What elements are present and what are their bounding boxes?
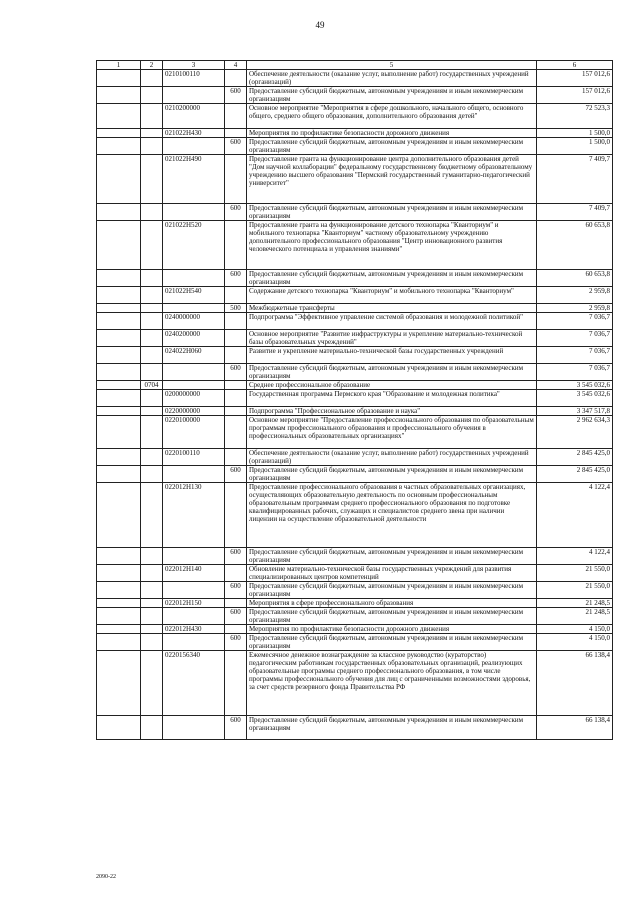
- target-article-code-cell: [163, 716, 225, 740]
- section-code-cell: [141, 449, 163, 466]
- col-1-cell: [97, 483, 141, 548]
- col-1-cell: [97, 70, 141, 87]
- expense-type-code-cell: [225, 483, 247, 548]
- amount-cell: 4 150,0: [537, 634, 613, 651]
- target-article-code-cell: 0210200000: [163, 104, 225, 129]
- expense-type-code-cell: [225, 129, 247, 138]
- table-row: [97, 716, 613, 740]
- description-cell: Основное мероприятие "Предоставление профессионального образования по образовательным программам профессионального образования и профессионального обучения в профессиональных образовательных организациях": [247, 416, 537, 449]
- expense-type-code-cell: [225, 313, 247, 330]
- description-cell: Среднее профессиональное образование: [247, 381, 537, 390]
- target-article-code-cell: [163, 138, 225, 155]
- expense-type-code-cell: 600: [225, 270, 247, 287]
- col-1-cell: [97, 582, 141, 599]
- table-row: [97, 565, 613, 582]
- description-cell: Предоставление субсидий бюджетным, автономным учреждениям и иным некоммерческим организациям: [247, 548, 537, 565]
- table-row: [97, 634, 613, 651]
- table-row: [97, 313, 613, 330]
- description-cell: Государственная программа Пермского края "Образование и молодежная политика": [247, 390, 537, 407]
- section-code-cell: [141, 625, 163, 634]
- table-row: [97, 416, 613, 449]
- description-cell: Предоставление субсидий бюджетным, автономным учреждениям и иным некоммерческим организациям: [247, 138, 537, 155]
- expense-type-code-cell: [225, 651, 247, 716]
- expense-type-code-cell: [225, 625, 247, 634]
- description-cell: Предоставление субсидий бюджетным, автономным учреждениям и иным некоммерческим организациям: [247, 204, 537, 221]
- expense-type-code-cell: 600: [225, 204, 247, 221]
- section-code-cell: [141, 416, 163, 449]
- amount-cell: 1 500,0: [537, 138, 613, 155]
- table-row: [97, 155, 613, 204]
- column-header: 3: [163, 61, 225, 70]
- expense-type-code-cell: 600: [225, 634, 247, 651]
- target-article-code-cell: 022012Н140: [163, 565, 225, 582]
- target-article-code-cell: [163, 270, 225, 287]
- amount-cell: 7 036,7: [537, 330, 613, 347]
- target-article-code-cell: 022012Н150: [163, 599, 225, 608]
- section-code-cell: [141, 548, 163, 565]
- description-cell: Предоставление гранта на функционирование детского технопарка "Кванториум" и мобильного технопарка "Кванториум" частному образовательному учреждению дополнительного профессионального образования "Центр инновационного развития человеческого потенциала и управления знаниями": [247, 221, 537, 270]
- target-article-code-cell: 022012Н130: [163, 483, 225, 548]
- amount-cell: 7 409,7: [537, 204, 613, 221]
- target-article-code-cell: [163, 87, 225, 104]
- amount-cell: 4 122,4: [537, 483, 613, 548]
- description-cell: Предоставление субсидий бюджетным, автономным учреждениям и иным некоммерческим организациям: [247, 270, 537, 287]
- column-header: 4: [225, 61, 247, 70]
- column-header: 1: [97, 61, 141, 70]
- section-code-cell: [141, 221, 163, 270]
- expense-type-code-cell: [225, 416, 247, 449]
- description-cell: Ежемесячное денежное вознаграждение за классное руководство (кураторство) педагогическим работникам государственных образовательных организаций, реализующих образовательные программы среднего профессионального образования, в том числе программы профессионального обучения для лиц с ограниченными возможностями здоровья, за счет средств резервного фонда Правительства РФ: [247, 651, 537, 716]
- col-1-cell: [97, 287, 141, 304]
- col-1-cell: [97, 155, 141, 204]
- table-row: [97, 287, 613, 304]
- section-code-cell: [141, 347, 163, 364]
- section-code-cell: [141, 70, 163, 87]
- section-code-cell: [141, 582, 163, 599]
- table-row: [97, 129, 613, 138]
- section-code-cell: [141, 716, 163, 740]
- section-code-cell: [141, 599, 163, 608]
- target-article-code-cell: 0220000000: [163, 407, 225, 416]
- target-article-code-cell: 0240200000: [163, 330, 225, 347]
- description-cell: Межбюджетные трансферты: [247, 304, 537, 313]
- section-code-cell: [141, 304, 163, 313]
- col-1-cell: [97, 548, 141, 565]
- expense-type-code-cell: 600: [225, 548, 247, 565]
- amount-cell: 21 550,0: [537, 582, 613, 599]
- col-1-cell: [97, 625, 141, 634]
- description-cell: Содержание детского технопарка "Кванториум" и мобильного технопарка "Кванториум": [247, 287, 537, 304]
- section-code-cell: [141, 608, 163, 625]
- amount-cell: 7 036,7: [537, 347, 613, 364]
- budget-table: [96, 60, 613, 740]
- col-1-cell: [97, 138, 141, 155]
- description-cell: Предоставление профессионального образования в частных образовательных организациях, осуществляющих образовательную деятельность по основным профессиональным образовательным программам среднего профессионального образования по подготовке квалифицированных рабочих, служащих и специалистов среднего звена при наличии лицензии на осуществление образовательной деятельности: [247, 483, 537, 548]
- amount-cell: 3 545 032,6: [537, 390, 613, 407]
- expense-type-code-cell: [225, 104, 247, 129]
- description-cell: Предоставление субсидий бюджетным, автономным учреждениям и иным некоммерческим организациям: [247, 634, 537, 651]
- col-1-cell: [97, 390, 141, 407]
- target-article-code-cell: 021022Н430: [163, 129, 225, 138]
- section-code-cell: [141, 634, 163, 651]
- column-header: 2: [141, 61, 163, 70]
- expense-type-code-cell: [225, 407, 247, 416]
- expense-type-code-cell: 500: [225, 304, 247, 313]
- section-code-cell: [141, 287, 163, 304]
- table-row: [97, 449, 613, 466]
- expense-type-code-cell: [225, 287, 247, 304]
- description-cell: Мероприятия по профилактике безопасности дорожного движения: [247, 129, 537, 138]
- section-code-cell: [141, 483, 163, 548]
- amount-cell: 2 959,8: [537, 304, 613, 313]
- section-code-cell: [141, 565, 163, 582]
- amount-cell: 60 653,8: [537, 221, 613, 270]
- column-header: 5: [247, 61, 537, 70]
- description-cell: Обновление материально-технической базы государственных учреждений для развития специализированных центров компетенций: [247, 565, 537, 582]
- description-cell: Предоставление субсидий бюджетным, автономным учреждениям и иным некоммерческим организациям: [247, 608, 537, 625]
- table-row: [97, 483, 613, 548]
- table-row: [97, 138, 613, 155]
- col-1-cell: [97, 304, 141, 313]
- target-article-code-cell: 0200000000: [163, 390, 225, 407]
- description-cell: Обеспечение деятельности (оказание услуг, выполнение работ) государственных учреждений (организаций): [247, 70, 537, 87]
- col-1-cell: [97, 313, 141, 330]
- amount-cell: 3 545 032,6: [537, 381, 613, 390]
- amount-cell: 2 845 425,0: [537, 466, 613, 483]
- col-1-cell: [97, 381, 141, 390]
- target-article-code-cell: [163, 608, 225, 625]
- expense-type-code-cell: [225, 330, 247, 347]
- table-row: [97, 330, 613, 347]
- expense-type-code-cell: 600: [225, 466, 247, 483]
- table-row: [97, 70, 613, 87]
- table-row: [97, 407, 613, 416]
- target-article-code-cell: 024022Н060: [163, 347, 225, 364]
- table-row: [97, 582, 613, 599]
- expense-type-code-cell: [225, 449, 247, 466]
- section-code-cell: [141, 364, 163, 381]
- target-article-code-cell: [163, 548, 225, 565]
- amount-cell: 66 138,4: [537, 716, 613, 740]
- target-article-code-cell: [163, 381, 225, 390]
- col-1-cell: [97, 347, 141, 364]
- target-article-code-cell: 021022Н490: [163, 155, 225, 204]
- col-1-cell: [97, 651, 141, 716]
- target-article-code-cell: 0210100110: [163, 70, 225, 87]
- col-1-cell: [97, 608, 141, 625]
- section-code-cell: [141, 466, 163, 483]
- table-row: [97, 599, 613, 608]
- col-1-cell: [97, 87, 141, 104]
- amount-cell: 7 036,7: [537, 313, 613, 330]
- target-article-code-cell: [163, 634, 225, 651]
- col-1-cell: [97, 129, 141, 138]
- target-article-code-cell: 022012Н430: [163, 625, 225, 634]
- expense-type-code-cell: [225, 381, 247, 390]
- amount-cell: 2 959,8: [537, 287, 613, 304]
- col-1-cell: [97, 466, 141, 483]
- footer-code: 2090-22: [96, 874, 116, 880]
- target-article-code-cell: 0220100000: [163, 416, 225, 449]
- target-article-code-cell: 021022Н540: [163, 287, 225, 304]
- section-code-cell: [141, 313, 163, 330]
- description-cell: Основное мероприятие "Мероприятия в сфере дошкольного, начального общего, основного общего, среднего общего образования, дополнительного образования детей": [247, 104, 537, 129]
- section-code-cell: [141, 390, 163, 407]
- table-row: [97, 104, 613, 129]
- col-1-cell: [97, 221, 141, 270]
- table-row: [97, 270, 613, 287]
- table-row: [97, 304, 613, 313]
- target-article-code-cell: 0220100110: [163, 449, 225, 466]
- target-article-code-cell: 021022Н520: [163, 221, 225, 270]
- table-row: [97, 221, 613, 270]
- amount-cell: 72 523,3: [537, 104, 613, 129]
- amount-cell: 157 012,6: [537, 87, 613, 104]
- table-row: [97, 347, 613, 364]
- col-1-cell: [97, 104, 141, 129]
- description-cell: Предоставление субсидий бюджетным, автономным учреждениям и иным некоммерческим организациям: [247, 582, 537, 599]
- expense-type-code-cell: 600: [225, 138, 247, 155]
- amount-cell: 7 036,7: [537, 364, 613, 381]
- expense-type-code-cell: 600: [225, 87, 247, 104]
- expense-type-code-cell: [225, 70, 247, 87]
- col-1-cell: [97, 204, 141, 221]
- table-row: [97, 466, 613, 483]
- description-cell: Обеспечение деятельности (оказание услуг, выполнение работ) государственных учреждений (организаций): [247, 449, 537, 466]
- description-cell: Мероприятия в сфере профессионального образования: [247, 599, 537, 608]
- section-code-cell: [141, 204, 163, 221]
- amount-cell: 21 248,5: [537, 608, 613, 625]
- amount-cell: 2 962 634,3: [537, 416, 613, 449]
- section-code-cell: [141, 87, 163, 104]
- description-cell: Предоставление субсидий бюджетным, автономным учреждениям и иным некоммерческим организациям: [247, 87, 537, 104]
- col-1-cell: [97, 565, 141, 582]
- description-cell: Основное мероприятие "Развитие инфраструктуры и укрепление материально-технической базы образовательных учреждений": [247, 330, 537, 347]
- section-code-cell: [141, 129, 163, 138]
- description-cell: Предоставление субсидий бюджетным, автономным учреждениям и иным некоммерческим организациям: [247, 466, 537, 483]
- amount-cell: 2 845 425,0: [537, 449, 613, 466]
- expense-type-code-cell: [225, 155, 247, 204]
- table-row: [97, 625, 613, 634]
- col-1-cell: [97, 634, 141, 651]
- col-1-cell: [97, 599, 141, 608]
- description-cell: Мероприятия по профилактике безопасности дорожного движения: [247, 625, 537, 634]
- table-row: [97, 87, 613, 104]
- col-1-cell: [97, 364, 141, 381]
- target-article-code-cell: [163, 204, 225, 221]
- amount-cell: 21 248,5: [537, 599, 613, 608]
- description-cell: Подпрограмма "Профессиональное образование и наука": [247, 407, 537, 416]
- expense-type-code-cell: [225, 221, 247, 270]
- section-code-cell: [141, 104, 163, 129]
- target-article-code-cell: [163, 466, 225, 483]
- expense-type-code-cell: [225, 390, 247, 407]
- table-row: [97, 381, 613, 390]
- col-1-cell: [97, 270, 141, 287]
- amount-cell: 3 347 517,8: [537, 407, 613, 416]
- page-number: 49: [315, 20, 325, 30]
- expense-type-code-cell: 600: [225, 716, 247, 740]
- description-cell: Предоставление субсидий бюджетным, автономным учреждениям и иным некоммерческим организациям: [247, 364, 537, 381]
- description-cell: Развитие и укрепление материально-технической базы государственных учреждений: [247, 347, 537, 364]
- column-header: 6: [537, 61, 613, 70]
- table-row: [97, 390, 613, 407]
- table-row: [97, 651, 613, 716]
- col-1-cell: [97, 716, 141, 740]
- amount-cell: 4 150,0: [537, 625, 613, 634]
- section-code-cell: [141, 330, 163, 347]
- expense-type-code-cell: [225, 347, 247, 364]
- amount-cell: 60 653,8: [537, 270, 613, 287]
- section-code-cell: 0704: [141, 381, 163, 390]
- section-code-cell: [141, 155, 163, 204]
- target-article-code-cell: 0240000000: [163, 313, 225, 330]
- amount-cell: 66 138,4: [537, 651, 613, 716]
- expense-type-code-cell: 600: [225, 608, 247, 625]
- section-code-cell: [141, 407, 163, 416]
- amount-cell: 21 550,0: [537, 565, 613, 582]
- amount-cell: 1 500,0: [537, 129, 613, 138]
- target-article-code-cell: [163, 304, 225, 313]
- col-1-cell: [97, 449, 141, 466]
- description-cell: Подпрограмма "Эффективное управление системой образования и молодежной политикой": [247, 313, 537, 330]
- table-row: [97, 548, 613, 565]
- col-1-cell: [97, 416, 141, 449]
- amount-cell: 7 409,7: [537, 155, 613, 204]
- col-1-cell: [97, 330, 141, 347]
- target-article-code-cell: 0220156340: [163, 651, 225, 716]
- amount-cell: 157 012,6: [537, 70, 613, 87]
- section-code-cell: [141, 270, 163, 287]
- table-row: [97, 608, 613, 625]
- amount-cell: 4 122,4: [537, 548, 613, 565]
- description-cell: Предоставление гранта на функционирование центра дополнительного образования детей "Дом научной коллаборации" федеральному государственному бюджетному образовательному учреждению высшего образования "Пермский государственный гуманитарно-педагогический университет": [247, 155, 537, 204]
- expense-type-code-cell: [225, 599, 247, 608]
- description-cell: Предоставление субсидий бюджетным, автономным учреждениям и иным некоммерческим организациям: [247, 716, 537, 740]
- table-header-row: [97, 61, 613, 70]
- expense-type-code-cell: [225, 565, 247, 582]
- expense-type-code-cell: 600: [225, 582, 247, 599]
- target-article-code-cell: [163, 364, 225, 381]
- table-row: [97, 204, 613, 221]
- table-row: [97, 364, 613, 381]
- section-code-cell: [141, 651, 163, 716]
- expense-type-code-cell: 600: [225, 364, 247, 381]
- col-1-cell: [97, 407, 141, 416]
- section-code-cell: [141, 138, 163, 155]
- target-article-code-cell: [163, 582, 225, 599]
